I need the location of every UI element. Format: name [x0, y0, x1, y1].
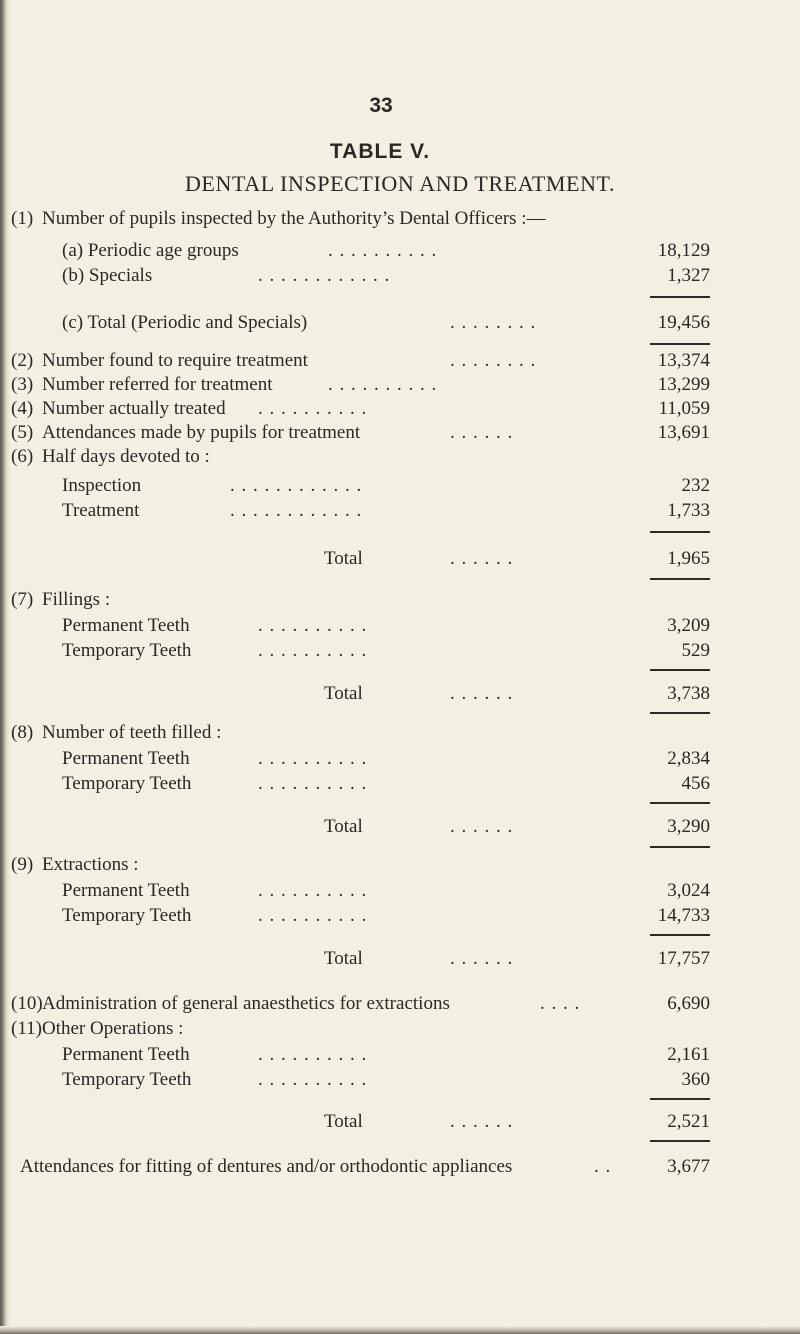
- row-value: 3,209: [667, 615, 710, 636]
- row-specials: [0, 265, 800, 291]
- row-label: Number of teeth filled :: [42, 722, 222, 743]
- leader-dots: . . . . . .: [450, 816, 514, 837]
- total-label: Total: [324, 816, 363, 837]
- row-operations-temporary: [0, 1069, 800, 1095]
- row-label: Inspection: [62, 475, 142, 496]
- leader-dots: . . . . . . . . . . . .: [258, 265, 391, 286]
- leader-dots: . . . . . .: [450, 548, 514, 569]
- row-dentures-attendances: [0, 1156, 800, 1182]
- row-value: 3,024: [667, 880, 710, 901]
- row-value: 2,521: [667, 1111, 710, 1132]
- leader-dots: . . . . . . . . . .: [328, 374, 438, 395]
- row-treatment: [0, 500, 800, 526]
- row-value: 13,299: [657, 374, 710, 395]
- row-label: Extractions :: [42, 854, 139, 875]
- leader-dots: . . . . . . . . . .: [258, 1069, 368, 1090]
- row-value: 18,129: [657, 240, 710, 261]
- subtotal-rule: [650, 669, 710, 671]
- subtotal-rule: [650, 934, 710, 936]
- row-value: 2,161: [667, 1044, 710, 1065]
- row-label: Attendances for fitting of dentures and/or orthodontic appliances: [20, 1156, 513, 1177]
- row-value: 3,738: [667, 683, 710, 704]
- row-label: Treatment: [62, 500, 140, 521]
- row-extractions-total: [0, 948, 800, 974]
- item-number: (7): [11, 589, 34, 610]
- leader-dots: . . . . . . . . . .: [328, 240, 438, 261]
- row-anaesthetics: [0, 993, 800, 1019]
- item-number: (10): [11, 993, 43, 1014]
- row-label: Number of pupils inspected by the Authority’s Dental Officers :—: [42, 208, 546, 229]
- page-bottom-edge: [0, 1326, 800, 1334]
- row-extractions-temporary: [0, 905, 800, 931]
- leader-dots: . . . . . . . . . .: [258, 615, 368, 636]
- row-filled-permanent: [0, 748, 800, 774]
- total-rule: [650, 712, 710, 714]
- item-number: (4): [11, 398, 34, 419]
- leader-dots: . . . . . . . . . .: [258, 748, 368, 769]
- row-pupils-inspected: [0, 208, 800, 234]
- subtotal-rule: [650, 296, 710, 298]
- row-label: (b) Specials: [62, 265, 153, 286]
- row-label: Fillings :: [42, 589, 111, 610]
- leader-dots: . . . . . .: [450, 422, 514, 443]
- row-label: Administration of general anaesthetics for extractions: [42, 993, 450, 1014]
- item-number: (6): [11, 446, 34, 467]
- leader-dots: . . . . . . . . . .: [258, 905, 368, 926]
- total-rule: [650, 578, 710, 580]
- row-periodic-age-groups: [0, 240, 800, 266]
- row-extractions: [0, 854, 800, 880]
- leader-dots: . . . . . . . . . .: [258, 773, 368, 794]
- total-rule: [650, 343, 710, 345]
- row-label: (c) Total (Periodic and Specials): [62, 312, 308, 333]
- row-value: 456: [681, 773, 710, 794]
- row-label: Temporary Teeth: [62, 1069, 192, 1090]
- item-number: (2): [11, 350, 34, 371]
- subtotal-rule: [650, 802, 710, 804]
- row-value: 3,677: [667, 1156, 710, 1177]
- row-label: Number actually treated: [42, 398, 226, 419]
- total-label: Total: [324, 948, 363, 969]
- row-label: Temporary Teeth: [62, 640, 192, 661]
- leader-dots: . . . . . . . . . .: [258, 398, 368, 419]
- total-rule: [650, 1140, 710, 1142]
- row-value: 1,733: [667, 500, 710, 521]
- leader-dots: . . . . . .: [450, 683, 514, 704]
- row-require-treatment: [0, 350, 800, 376]
- row-value: 2,834: [667, 748, 710, 769]
- leader-dots: . .: [594, 1156, 612, 1177]
- row-label: Permanent Teeth: [62, 748, 190, 769]
- leader-dots: . . . . . .: [450, 948, 514, 969]
- total-rule: [650, 846, 710, 848]
- item-number: (5): [11, 422, 34, 443]
- leader-dots: . . . . . . . .: [450, 312, 537, 333]
- row-label: Number found to require treatment: [42, 350, 308, 371]
- row-label: Permanent Teeth: [62, 1044, 190, 1065]
- row-label: Permanent Teeth: [62, 615, 190, 636]
- row-inspection: [0, 475, 800, 501]
- row-value: 360: [681, 1069, 710, 1090]
- row-teeth-filled: [0, 722, 800, 748]
- row-label: (a) Periodic age groups: [62, 240, 239, 261]
- row-fillings-total: [0, 683, 800, 709]
- item-number: (8): [11, 722, 34, 743]
- row-label: Permanent Teeth: [62, 880, 190, 901]
- row-referred-for-treatment: [0, 374, 800, 400]
- row-value: 14,733: [657, 905, 710, 926]
- row-fillings-permanent: [0, 615, 800, 641]
- row-value: 529: [681, 640, 710, 661]
- item-number: (3): [11, 374, 34, 395]
- row-half-days-total: [0, 548, 800, 574]
- leader-dots: . . . . . . . .: [450, 350, 537, 371]
- row-value: 1,327: [667, 265, 710, 286]
- row-value: 1,965: [667, 548, 710, 569]
- item-number: (9): [11, 854, 34, 875]
- row-label: Temporary Teeth: [62, 773, 192, 794]
- row-value: 6,690: [667, 993, 710, 1014]
- row-attendances-treatment: [0, 422, 800, 448]
- row-fillings-temporary: [0, 640, 800, 666]
- row-label: Attendances made by pupils for treatment: [42, 422, 361, 443]
- row-total-periodic-specials: [0, 312, 800, 338]
- leader-dots: . . . . . . . . . .: [258, 880, 368, 901]
- leader-dots: . . . . . . . . . .: [258, 640, 368, 661]
- row-value: 17,757: [657, 948, 710, 969]
- row-filled-total: [0, 816, 800, 842]
- row-extractions-permanent: [0, 880, 800, 906]
- row-label: Half days devoted to :: [42, 446, 210, 467]
- leader-dots: . . . . . . . . . . . .: [230, 475, 363, 496]
- row-operations-total: [0, 1111, 800, 1137]
- leader-dots: . . . .: [540, 993, 581, 1014]
- row-half-days: [0, 446, 800, 472]
- table-heading: DENTAL INSPECTION AND TREATMENT.: [184, 171, 616, 196]
- leader-dots: . . . . . .: [450, 1111, 514, 1132]
- total-label: Total: [324, 548, 363, 569]
- item-number: (11): [11, 1018, 42, 1039]
- row-fillings: [0, 589, 800, 615]
- row-value: 13,691: [657, 422, 710, 443]
- row-value: 3,290: [667, 816, 710, 837]
- total-label: Total: [324, 1111, 363, 1132]
- row-actually-treated: [0, 398, 800, 424]
- table-title: TABLE V.: [329, 140, 431, 163]
- row-value: 13,374: [657, 350, 710, 371]
- row-value: 232: [681, 475, 710, 496]
- row-label: Temporary Teeth: [62, 905, 192, 926]
- total-label: Total: [324, 683, 363, 704]
- row-operations-permanent: [0, 1044, 800, 1070]
- subtotal-rule: [650, 1098, 710, 1100]
- row-value: 19,456: [657, 312, 710, 333]
- row-value: 11,059: [658, 398, 710, 419]
- row-label: Number referred for treatment: [42, 374, 273, 395]
- leader-dots: . . . . . . . . . .: [258, 1044, 368, 1065]
- item-number: (1): [11, 208, 34, 229]
- subtotal-rule: [650, 531, 710, 533]
- row-other-operations: [0, 1018, 800, 1044]
- page-number: 33: [369, 94, 393, 117]
- leader-dots: . . . . . . . . . . . .: [230, 500, 363, 521]
- row-label: Other Operations :: [42, 1018, 184, 1039]
- row-filled-temporary: [0, 773, 800, 799]
